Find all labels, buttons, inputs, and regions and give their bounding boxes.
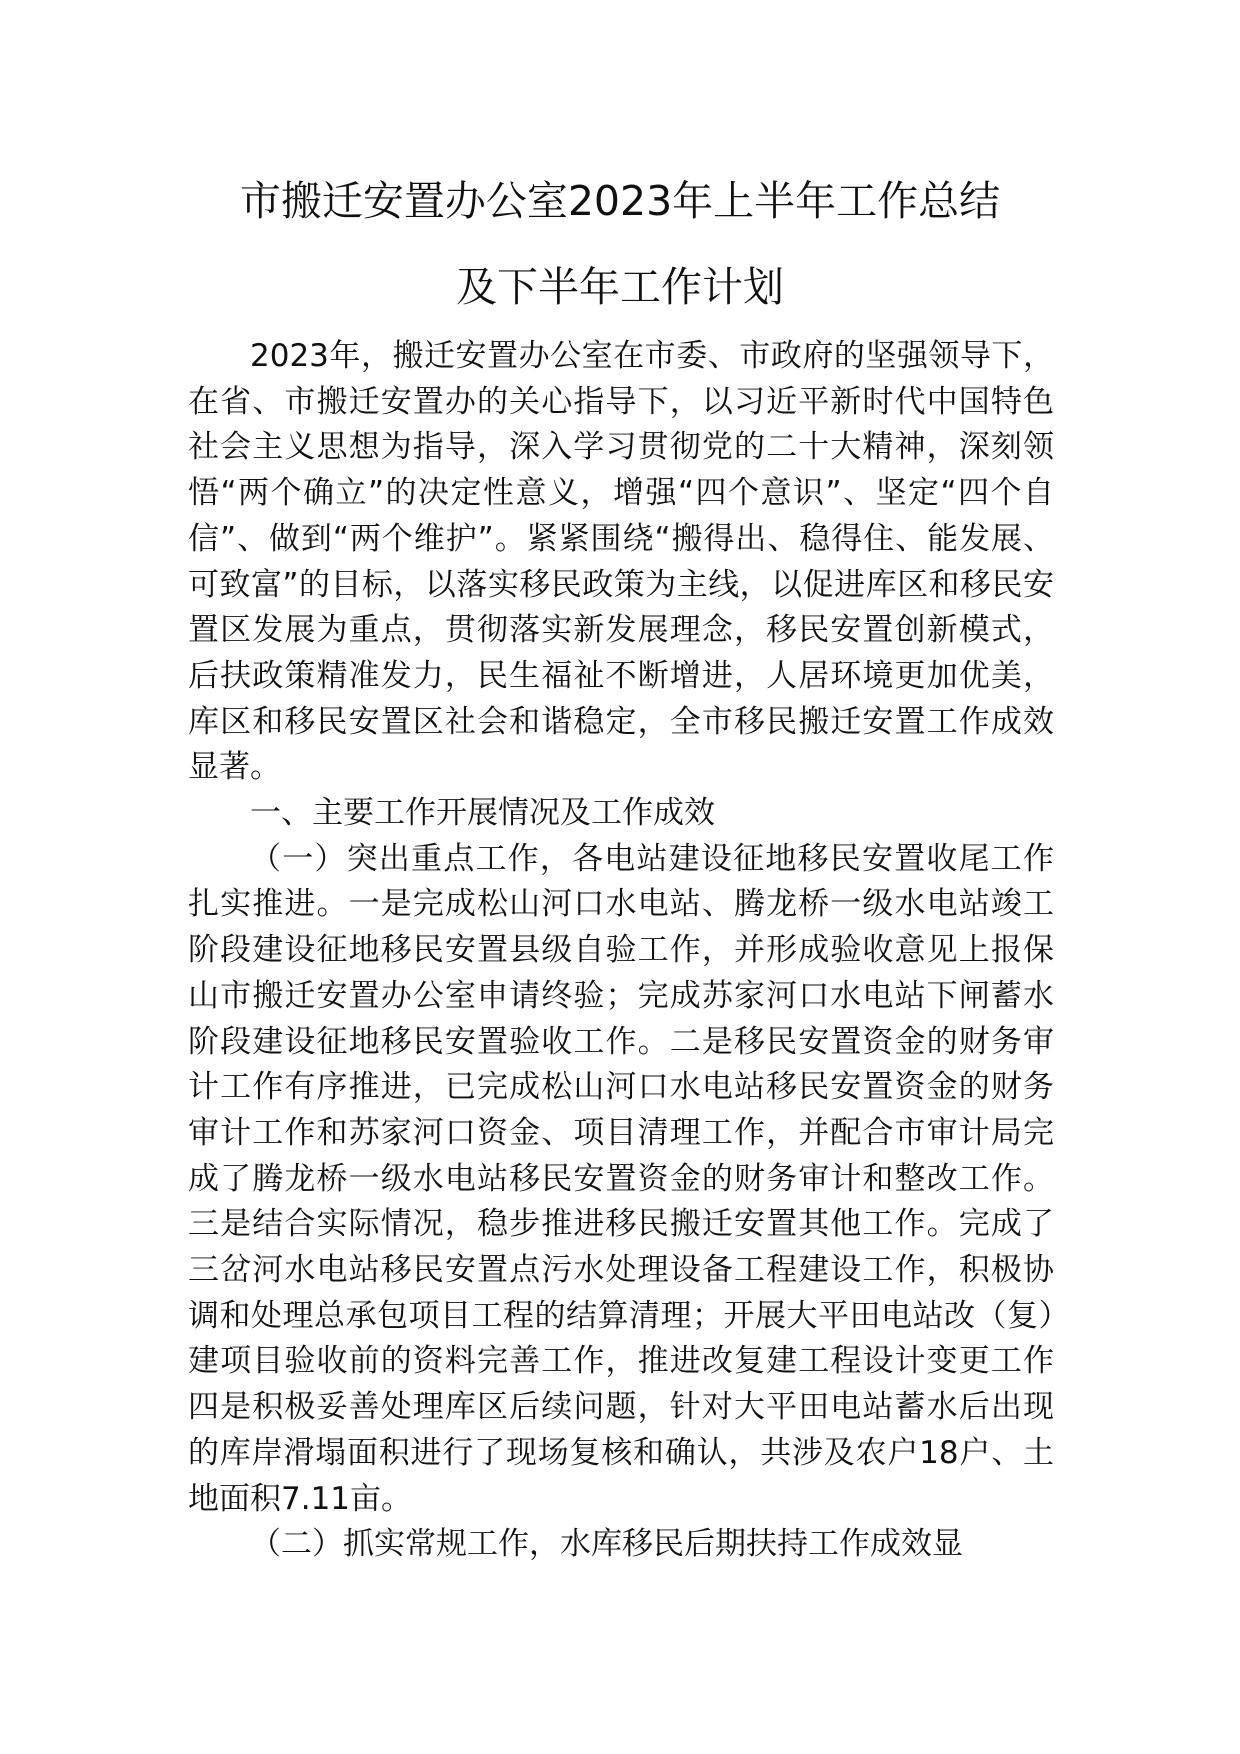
intro-paragraph: 2023年，搬迁安置办公室在市委、市政府的坚强领导下，在省、市搬迁安置办的关心指导下，以习近平新时代中国特色社会主义思想为指导，深入学习贯彻党的二十大精神，深刻领悟“两个确立”的决定性意义，增强“四个意识”、坚定“四个自信”、做到“两个维护”。紧紧围绕“搬得出、稳得住、能发展、可致富”的目标，以落实移民政策为主线，以促进库区和移民安置区发展为重点，贯彻落实新发展理念，移民安置创新模式，后扶政策精准发力，民生福祉不断增进，人居环境更加优美，库区和移民安置区社会和谐稳定，全市移民搬迁安置工作成效显著。 [188,338,1054,786]
subsection-paragraph-2: （二）抓实常规工作，水库移民后期扶持工作成效显 [250,1526,963,1563]
document-title-line-1: 市搬迁安置办公室2023年上半年工作总结 [239,177,1001,225]
section-heading: 一、主要工作开展情况及工作成效 [250,795,715,832]
document-title-line-2: 及下半年工作计划 [456,263,784,311]
subsection-paragraph-1: （一）突出重点工作，各电站建设征地移民安置收尾工作扎实推进。一是完成松山河口水电站、腾龙桥一级水电站竣工阶段建设征地移民安置县级自验工作，并形成验收意见上报保山市搬迁安置办公室申请终验；完成苏家河口水电站下闸蓄水阶段建设征地移民安置验收工作。二是移民安置资金的财务审计工作有序推进，已完成松山河口水电站移民安置资金的财务审计工作和苏家河口资金、项目清理工作，并配合市审计局完成了腾龙桥一级水电站移民安置资金的财务审计和整改工作。三是结合实际情况，稳步推进移民搬迁安置其他工作。完成了三岔河水电站移民安置点污水处理设备工程建设工作，积极协调和处理总承包项目工程的结算清理；开展大平田电站改（复）建项目验收前的资料完善工作，推进改复建工程设计变更工作四是积极妥善处理库区后续问题，针对大平田电站蓄水后出现的库岸滑塌面积进行了现场复核和确认，共涉及农户18户、土地面积7.11亩。 [188,840,1054,1517]
document-body [188,334,1054,1568]
